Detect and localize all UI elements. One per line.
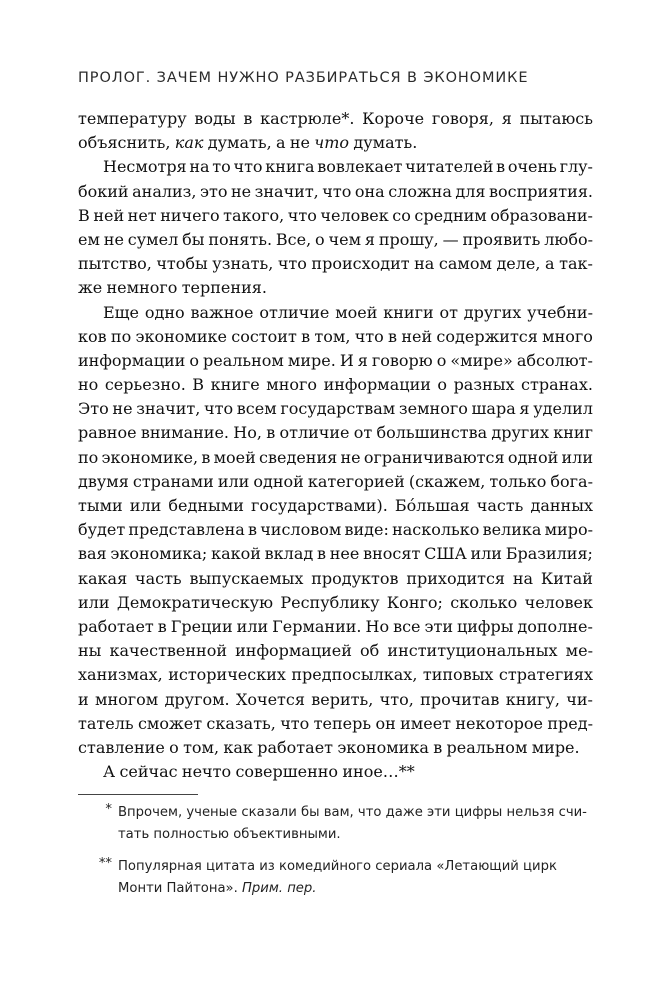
text-line: равное внимание. Но, в отличие от большинства других книг xyxy=(78,423,593,443)
footnote-line: Впрочем, ученые сказали бы вам, что даже эти цифры нельзя счи- xyxy=(118,805,587,820)
text-line: вая экономика; какой вклад в нее вносят США или Бразилия; xyxy=(78,544,593,564)
text-line: и многом другом. Хочется верить, что, прочитав книгу, чи- xyxy=(78,689,593,709)
text-line: пытство, чтобы узнать, что происходит на самом деле, а так- xyxy=(78,254,593,274)
text-line: А сейчас нечто совершенно иное…** xyxy=(103,762,415,782)
footnote-mark: ** xyxy=(98,856,112,871)
text-line: же немного терпения. xyxy=(78,278,267,298)
text-line: ставление о том, как работает экономика в реальном мире. xyxy=(78,737,580,757)
text-line: по экономике, в моей сведения не ограничиваются одной или xyxy=(78,447,593,467)
text-line: ханизмах, исторических предпосылках, типовых стратегиях xyxy=(78,665,593,685)
text-line: В ней нет ничего такого, что человек со средним образовани- xyxy=(78,205,593,225)
footnote xyxy=(78,856,593,900)
text-line: ны качественной информацией об институциональных ме- xyxy=(78,641,593,661)
text-line: объяснить, как думать, а не что думать. xyxy=(78,133,418,153)
text-line: бокий анализ, это не значит, что она сложна для восприятия. xyxy=(78,181,593,201)
footnote-rule xyxy=(78,794,198,795)
text-line: тыми или бедными государствами). Бо́льшая часть данных xyxy=(78,496,593,515)
text-line: Еще одно важное отличие моей книги от других учебни- xyxy=(103,302,593,322)
text-line: работает в Греции или Германии. Но все эти цифры дополне- xyxy=(78,616,593,636)
text-line: но серьезно. В книге много информации о разных странах. xyxy=(78,375,593,395)
text-line: Это не значит, что всем государствам земного шара я уделил xyxy=(78,399,593,419)
text-line: ков по экономике состоит в том, что в ней содержится много xyxy=(78,326,593,346)
footnotes xyxy=(78,802,593,910)
footnote-line: Популярная цитата из комедийного сериала «Летающий цирк xyxy=(118,859,557,874)
footnote xyxy=(78,802,593,846)
footnote-line: Монти Пайтона». Прим. пер. xyxy=(118,881,317,896)
text-line: двумя странами или одной категорией (скажем, только бога- xyxy=(78,471,593,491)
text-line: какая часть выпускаемых продуктов приходится на Китай xyxy=(78,568,593,588)
text-line: ем не сумел бы понять. Все, о чем я прошу, — проявить любо- xyxy=(78,229,593,249)
footnote-line: тать полностью объективными. xyxy=(118,827,341,842)
main-text xyxy=(78,107,593,784)
text-line: будет представлена в числовом виде: насколько велика миро- xyxy=(78,520,593,540)
text-line: татель сможет сказать, что теперь он имеет некоторое пред- xyxy=(78,713,593,733)
text-line: Несмотря на то что книга вовлекает читателей в очень глу- xyxy=(103,157,593,177)
text-line: температуру воды в кастрюле*. Короче говоря, я пытаюсь xyxy=(78,109,593,128)
text-line: информации о реальном мире. И я говорю о «мире» абсолют- xyxy=(78,350,593,370)
running-head: ПРОЛОГ. ЗАЧЕМ НУЖНО РАЗБИРАТЬСЯ В ЭКОНОМИКЕ xyxy=(78,70,529,86)
text-line: или Демократическую Республику Конго; сколько человек xyxy=(78,592,593,612)
footnote-mark: * xyxy=(105,802,112,817)
